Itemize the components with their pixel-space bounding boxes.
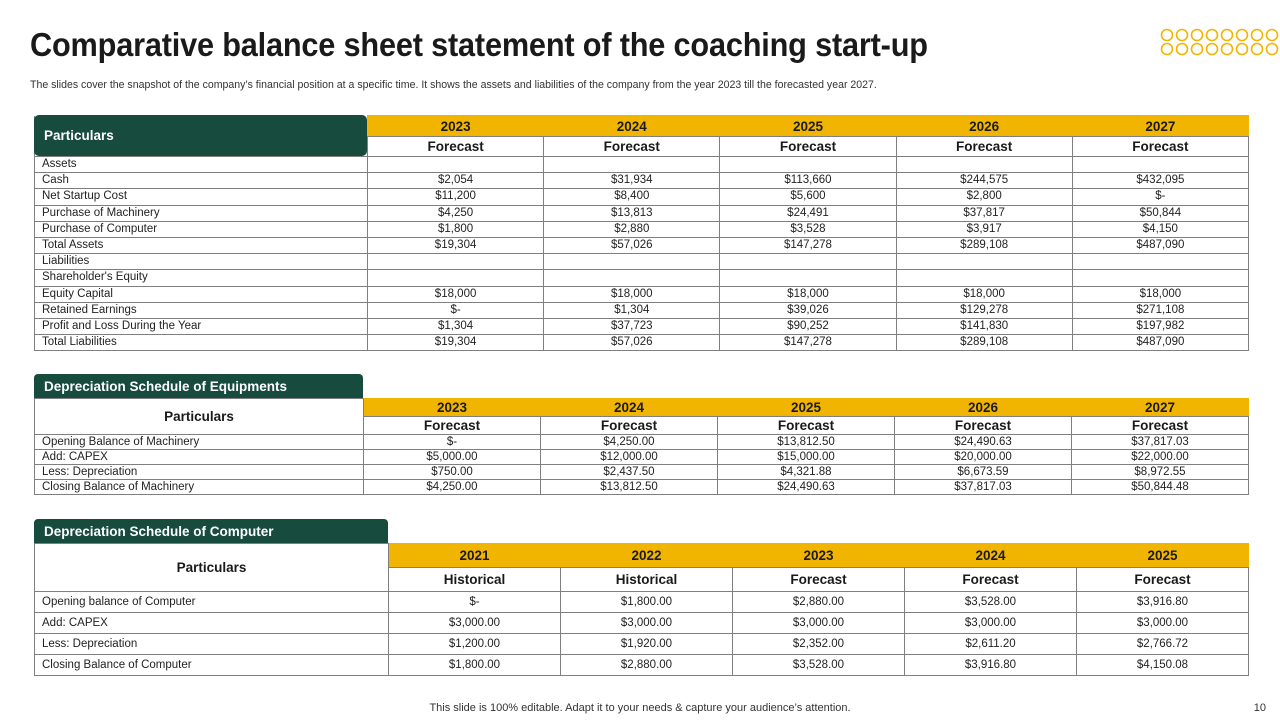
table-row	[35, 450, 1249, 465]
row-value: $-	[368, 302, 544, 318]
balance-year: 2025	[720, 116, 896, 137]
equipment-kind: Forecast	[541, 417, 718, 435]
computer-schedule-heading: Depreciation Schedule of Computer	[34, 519, 388, 543]
row-value: $1,800.00	[561, 592, 733, 613]
table-row	[35, 270, 1249, 286]
row-value: $12,000.00	[541, 450, 718, 465]
row-value: $3,000.00	[733, 613, 905, 634]
row-value: $3,528.00	[905, 592, 1077, 613]
row-label: Less: Depreciation	[35, 634, 389, 655]
row-value: $18,000	[544, 286, 720, 302]
row-value: $39,026	[720, 302, 896, 318]
row-value: $2,054	[368, 173, 544, 189]
row-value: $-	[364, 435, 541, 450]
decorative-dots-icon	[1160, 28, 1280, 58]
row-value: $244,575	[896, 173, 1072, 189]
row-label: Less: Depreciation	[35, 465, 364, 480]
row-value	[544, 254, 720, 270]
row-value: $3,916.80	[1077, 592, 1249, 613]
row-value: $750.00	[364, 465, 541, 480]
equipment-year: 2023	[364, 399, 541, 417]
table-row	[35, 157, 1249, 173]
computer-year: 2022	[561, 544, 733, 568]
table-row	[35, 592, 1249, 613]
balance-year: 2026	[896, 116, 1072, 137]
table-row	[35, 286, 1249, 302]
row-value: $3,000.00	[1077, 613, 1249, 634]
equipment-year: 2025	[718, 399, 895, 417]
row-value: $37,723	[544, 318, 720, 334]
row-value	[896, 270, 1072, 286]
row-value: $57,026	[544, 237, 720, 253]
table-row	[35, 655, 1249, 676]
table-row	[35, 237, 1249, 253]
equipment-year: 2027	[1072, 399, 1249, 417]
computer-body	[35, 592, 1249, 676]
row-value	[720, 157, 896, 173]
computer-year: 2025	[1077, 544, 1249, 568]
row-value	[368, 270, 544, 286]
row-value: $37,817.03	[1072, 435, 1249, 450]
row-value	[544, 157, 720, 173]
equipment-year: 2026	[895, 399, 1072, 417]
table-row	[35, 465, 1249, 480]
balance-year: 2024	[544, 116, 720, 137]
row-value: $2,352.00	[733, 634, 905, 655]
row-value	[1072, 254, 1248, 270]
computer-kind: Forecast	[905, 568, 1077, 592]
row-value	[896, 254, 1072, 270]
row-value: $18,000	[720, 286, 896, 302]
row-value: $3,528.00	[733, 655, 905, 676]
row-label: Total Liabilities	[35, 335, 368, 351]
equipment-schedule-table	[34, 398, 1249, 495]
row-value	[368, 254, 544, 270]
row-value: $3,528	[720, 221, 896, 237]
row-value: $13,813	[544, 205, 720, 221]
row-value: $129,278	[896, 302, 1072, 318]
row-value: $4,150.08	[1077, 655, 1249, 676]
row-value: $3,000.00	[389, 613, 561, 634]
row-label: Cash	[35, 173, 368, 189]
row-value: $8,972.55	[1072, 465, 1249, 480]
row-value: $2,880	[544, 221, 720, 237]
row-value: $5,600	[720, 189, 896, 205]
row-value	[896, 157, 1072, 173]
page-number: 10	[1253, 702, 1266, 714]
row-value: $1,304	[544, 302, 720, 318]
row-label: Opening balance of Computer	[35, 592, 389, 613]
equipment-kind: Forecast	[1072, 417, 1249, 435]
row-value: $6,673.59	[895, 465, 1072, 480]
computer-kind: Forecast	[1077, 568, 1249, 592]
table-row	[35, 335, 1249, 351]
balance-year: 2023	[368, 116, 544, 137]
row-value: $13,812.50	[541, 480, 718, 495]
table-row	[35, 318, 1249, 334]
row-value: $3,000.00	[561, 613, 733, 634]
computer-year: 2024	[905, 544, 1077, 568]
row-label: Opening Balance of Machinery	[35, 435, 364, 450]
row-value: $197,982	[1072, 318, 1248, 334]
row-value: $24,490.63	[895, 435, 1072, 450]
page-title: Comparative balance sheet statement of the coaching start-up	[30, 26, 928, 63]
row-value: $271,108	[1072, 302, 1248, 318]
row-value: $4,321.88	[718, 465, 895, 480]
row-value: $3,917	[896, 221, 1072, 237]
row-value	[1072, 157, 1248, 173]
row-value: $-	[1072, 189, 1248, 205]
computer-year: 2021	[389, 544, 561, 568]
computer-year: 2023	[733, 544, 905, 568]
row-value: $2,437.50	[541, 465, 718, 480]
row-value	[1072, 270, 1248, 286]
row-label: Shareholder's Equity	[35, 270, 368, 286]
table-row	[35, 189, 1249, 205]
row-value: $3,000.00	[905, 613, 1077, 634]
equipment-body	[35, 435, 1249, 495]
row-value: $1,200.00	[389, 634, 561, 655]
balance-particulars-header: Particulars	[34, 115, 367, 156]
row-value: $90,252	[720, 318, 896, 334]
equipment-kind: Forecast	[718, 417, 895, 435]
row-value: $2,800	[896, 189, 1072, 205]
row-value: $11,200	[368, 189, 544, 205]
balance-year: 2027	[1072, 116, 1248, 137]
computer-year-row	[35, 544, 1249, 568]
balance-kind: Forecast	[544, 137, 720, 157]
row-value: $1,800.00	[389, 655, 561, 676]
row-value: $487,090	[1072, 237, 1248, 253]
row-value: $18,000	[1072, 286, 1248, 302]
row-value: $8,400	[544, 189, 720, 205]
balance-kind: Forecast	[720, 137, 896, 157]
equipment-particulars-header: Particulars	[35, 399, 364, 435]
row-label: Liabilities	[35, 254, 368, 270]
row-value: $37,817	[896, 205, 1072, 221]
row-label: Retained Earnings	[35, 302, 368, 318]
row-value: $24,491	[720, 205, 896, 221]
row-value: $3,916.80	[905, 655, 1077, 676]
table-row	[35, 634, 1249, 655]
row-value	[544, 270, 720, 286]
row-value: $147,278	[720, 237, 896, 253]
row-value: $4,250.00	[541, 435, 718, 450]
row-value	[720, 254, 896, 270]
row-value: $57,026	[544, 335, 720, 351]
computer-particulars-header: Particulars	[35, 544, 389, 592]
row-label: Assets	[35, 157, 368, 173]
equipment-schedule-heading: Depreciation Schedule of Equipments	[34, 374, 363, 398]
row-value: $22,000.00	[1072, 450, 1249, 465]
computer-kind: Historical	[561, 568, 733, 592]
row-value: $147,278	[720, 335, 896, 351]
table-row	[35, 435, 1249, 450]
balance-body	[35, 157, 1249, 351]
table-row	[35, 613, 1249, 634]
equipment-year-row	[35, 399, 1249, 417]
row-value: $141,830	[896, 318, 1072, 334]
row-label: Total Assets	[35, 237, 368, 253]
row-value: $31,934	[544, 173, 720, 189]
row-label: Closing Balance of Machinery	[35, 480, 364, 495]
row-value: $487,090	[1072, 335, 1248, 351]
footer-note: This slide is 100% editable. Adapt it to your needs & capture your audience’s attention.	[429, 702, 851, 714]
table-row	[35, 302, 1249, 318]
page-subtitle: The slides cover the snapshot of the company’s financial position at a specific time. It shows the assets and liabilities of the company from the year 2023 till the forecasted year 2027.	[30, 79, 877, 91]
row-value: $24,490.63	[718, 480, 895, 495]
row-value: $18,000	[368, 286, 544, 302]
row-value: $1,304	[368, 318, 544, 334]
equipment-year: 2024	[541, 399, 718, 417]
row-value: $15,000.00	[718, 450, 895, 465]
equipment-kind: Forecast	[364, 417, 541, 435]
row-value: $1,800	[368, 221, 544, 237]
row-value: $4,150	[1072, 221, 1248, 237]
row-value: $432,095	[1072, 173, 1248, 189]
row-value: $19,304	[368, 237, 544, 253]
table-row	[35, 221, 1249, 237]
row-label: Equity Capital	[35, 286, 368, 302]
row-label: Profit and Loss During the Year	[35, 318, 368, 334]
table-row	[35, 480, 1249, 495]
table-row	[35, 254, 1249, 270]
table-row	[35, 173, 1249, 189]
table-row	[35, 205, 1249, 221]
row-value: $4,250.00	[364, 480, 541, 495]
row-label: Purchase of Machinery	[35, 205, 368, 221]
computer-kind: Forecast	[733, 568, 905, 592]
row-value	[368, 157, 544, 173]
row-label: Purchase of Computer	[35, 221, 368, 237]
row-value: $50,844	[1072, 205, 1248, 221]
row-value: $19,304	[368, 335, 544, 351]
row-value: $5,000.00	[364, 450, 541, 465]
row-value: $1,920.00	[561, 634, 733, 655]
equipment-kind: Forecast	[895, 417, 1072, 435]
row-label: Add: CAPEX	[35, 450, 364, 465]
balance-kind: Forecast	[1072, 137, 1248, 157]
row-value: $2,880.00	[733, 592, 905, 613]
row-value: $20,000.00	[895, 450, 1072, 465]
row-label: Net Startup Cost	[35, 189, 368, 205]
row-value: $18,000	[896, 286, 1072, 302]
row-value: $-	[389, 592, 561, 613]
row-value: $289,108	[896, 335, 1072, 351]
row-value: $4,250	[368, 205, 544, 221]
row-value: $2,880.00	[561, 655, 733, 676]
row-value: $13,812.50	[718, 435, 895, 450]
row-label: Add: CAPEX	[35, 613, 389, 634]
row-value: $37,817.03	[895, 480, 1072, 495]
row-value: $50,844.48	[1072, 480, 1249, 495]
balance-kind: Forecast	[896, 137, 1072, 157]
row-value: $2,611.20	[905, 634, 1077, 655]
row-value: $2,766.72	[1077, 634, 1249, 655]
row-value: $113,660	[720, 173, 896, 189]
computer-kind: Historical	[389, 568, 561, 592]
computer-schedule-table	[34, 543, 1249, 676]
row-label: Closing Balance of Computer	[35, 655, 389, 676]
row-value	[720, 270, 896, 286]
row-value: $289,108	[896, 237, 1072, 253]
balance-kind: Forecast	[368, 137, 544, 157]
